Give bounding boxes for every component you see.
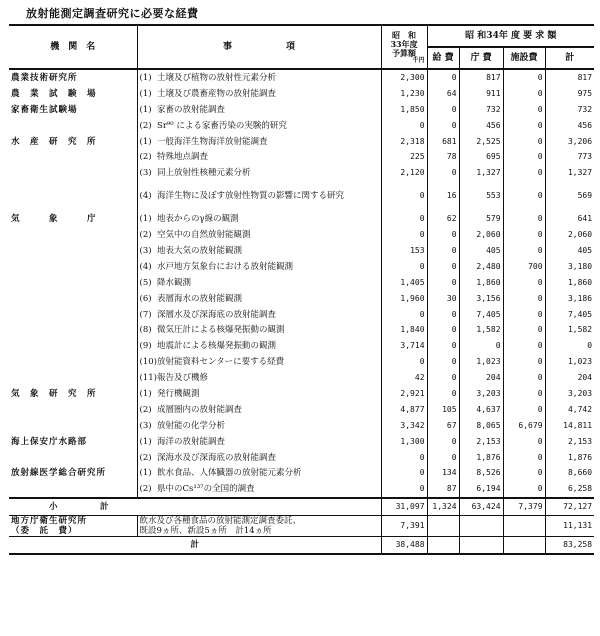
table-row [9, 465, 594, 481]
facility-amount: 0 [503, 402, 545, 418]
facility-amount: 0 [503, 149, 545, 165]
facility-amount: 0 [503, 227, 545, 243]
office-amount: 2,480 [459, 259, 503, 275]
salary-amount: 0 [427, 307, 459, 323]
table-row [9, 370, 594, 386]
total-amount: 456 [545, 118, 594, 134]
item-cell: 県中のCs¹³⁷の全国的調査 [157, 484, 255, 495]
item-number: (5) [137, 275, 155, 291]
subtotal-office: 63,424 [459, 498, 503, 515]
item-number: (4) [137, 181, 155, 211]
prev-amount: 0 [381, 211, 427, 227]
item-number: (1) [137, 465, 155, 481]
table-row [9, 134, 594, 150]
facility-amount: 700 [503, 259, 545, 275]
salary-amount: 134 [427, 465, 459, 481]
item-number: (1) [137, 386, 155, 402]
table-row [9, 307, 594, 323]
office-amount: 204 [459, 370, 503, 386]
org-cell: 気 象 研 究 所 [11, 388, 97, 399]
total-amount: 2,060 [545, 227, 594, 243]
office-amount: 911 [459, 86, 503, 102]
org-cell: 気 象 庁 [11, 214, 97, 225]
total-amount: 1,876 [545, 450, 594, 466]
item-cell: 発行機観測 [157, 388, 200, 399]
item-cell: 表層海水の放射能観測 [157, 293, 243, 304]
total-amount: 732 [545, 102, 594, 118]
total-amount: 14,811 [545, 418, 594, 434]
prev-amount: 2,300 [381, 69, 427, 86]
total-amount: 1,582 [545, 322, 594, 338]
table-row [9, 418, 594, 434]
salary-amount: 0 [427, 354, 459, 370]
table-row [9, 149, 594, 165]
org-cell [9, 402, 137, 418]
org-cell: 農 業 試 験 場 [11, 88, 97, 99]
item-cell: 海洋の放射能調査 [157, 436, 226, 447]
org-cell [9, 307, 137, 323]
total-amount: 0 [545, 338, 594, 354]
local-prev: 7,391 [381, 516, 427, 537]
salary-amount: 0 [427, 450, 459, 466]
total-amount: 3,180 [545, 259, 594, 275]
salary-amount: 0 [427, 322, 459, 338]
item-number: (10) [137, 354, 155, 370]
table-row [9, 450, 594, 466]
item-number: (2) [137, 450, 155, 466]
table-row [9, 322, 594, 338]
org-cell [9, 275, 137, 291]
salary-amount: 0 [427, 338, 459, 354]
prev-amount: 225 [381, 149, 427, 165]
facility-amount: 0 [503, 338, 545, 354]
table-row [9, 181, 594, 211]
facility-amount: 0 [503, 86, 545, 102]
table-row [9, 386, 594, 402]
table-row [9, 102, 594, 118]
office-amount: 579 [459, 211, 503, 227]
org-cell [9, 165, 137, 181]
item-cell: 地表大気の放射能観測 [157, 245, 243, 256]
office-amount: 405 [459, 243, 503, 259]
item-cell: 海洋生物に及ぼす放射性物質の影響に関する研究 [157, 191, 345, 202]
item-cell: 地震計による核爆発振動の観測 [157, 341, 277, 352]
salary-amount: 105 [427, 402, 459, 418]
prev-amount: 0 [381, 481, 427, 498]
prev-amount: 0 [381, 181, 427, 211]
salary-amount: 0 [427, 275, 459, 291]
prev-amount: 42 [381, 370, 427, 386]
total-amount: 641 [545, 211, 594, 227]
item-number: (11) [137, 370, 155, 386]
total-amount: 3,203 [545, 386, 594, 402]
item-cell: 放射能の化学分析 [157, 420, 226, 431]
total-prev: 38,488 [381, 537, 427, 554]
table-row [9, 86, 594, 102]
page-title: 放射能測定調査研究に必要な経費 [26, 7, 199, 20]
item-cell: 土壌及び植物の放射性元素分析 [157, 72, 277, 83]
total-amount: 1,023 [545, 354, 594, 370]
prev-amount: 2,921 [381, 386, 427, 402]
subtotal-salary: 1,324 [427, 498, 459, 515]
item-number: (6) [137, 291, 155, 307]
salary-amount: 0 [427, 386, 459, 402]
prev-amount: 0 [381, 259, 427, 275]
item-cell: 深海水及び深海底の放射能調査 [157, 452, 277, 463]
office-amount: 1,023 [459, 354, 503, 370]
facility-amount: 0 [503, 386, 545, 402]
item-cell: 家畜の放射能調査 [157, 104, 226, 115]
item-number: (7) [137, 307, 155, 323]
table-row [9, 338, 594, 354]
prev-amount: 1,300 [381, 434, 427, 450]
prev-amount: 0 [381, 465, 427, 481]
subtotal-prev: 31,097 [381, 498, 427, 515]
office-amount: 7,405 [459, 307, 503, 323]
total-amount: 1,860 [545, 275, 594, 291]
local-row [9, 516, 594, 537]
org-cell: 家畜衛生試験場 [11, 104, 78, 115]
prev-amount: 1,960 [381, 291, 427, 307]
item-number: (4) [137, 259, 155, 275]
local-item-line2: 既設9ヵ所、新設5ヵ所 計14ヵ所 [139, 526, 272, 537]
salary-amount: 0 [427, 102, 459, 118]
prev-amount: 1,850 [381, 102, 427, 118]
item-number: (1) [137, 102, 155, 118]
item-number: (1) [137, 211, 155, 227]
org-cell [9, 243, 137, 259]
table-row [9, 259, 594, 275]
org-cell: 水 産 研 究 所 [11, 136, 97, 147]
item-number: (8) [137, 322, 155, 338]
item-cell: 地表からのγ線の観測 [157, 214, 239, 225]
table-row [9, 354, 594, 370]
salary-amount: 87 [427, 481, 459, 498]
col-office-header: 庁 費 [459, 47, 503, 69]
subtotal-facility: 7,379 [503, 498, 545, 515]
facility-amount: 0 [503, 211, 545, 227]
col-facility-header: 施設費 [503, 47, 545, 69]
local-org-line1: 地方庁衛生研究所 [11, 516, 88, 527]
office-amount: 1,582 [459, 322, 503, 338]
org-cell [9, 370, 137, 386]
item-cell: 報告及び機修 [157, 373, 209, 384]
office-amount: 2,525 [459, 134, 503, 150]
total-amount: 8,660 [545, 465, 594, 481]
table-body [9, 69, 594, 498]
org-cell [9, 481, 137, 498]
total-amount: 569 [545, 181, 594, 211]
col-prev-header [381, 25, 427, 69]
item-number: (3) [137, 165, 155, 181]
facility-amount: 0 [503, 243, 545, 259]
facility-amount: 0 [503, 291, 545, 307]
item-number: (1) [137, 434, 155, 450]
facility-amount: 0 [503, 118, 545, 134]
org-cell [9, 338, 137, 354]
item-number: (1) [137, 69, 155, 86]
office-amount: 2,153 [459, 434, 503, 450]
facility-amount: 0 [503, 181, 545, 211]
office-amount: 1,876 [459, 450, 503, 466]
office-amount: 456 [459, 118, 503, 134]
facility-amount: 0 [503, 69, 545, 86]
org-cell [9, 450, 137, 466]
salary-amount: 67 [427, 418, 459, 434]
total-label: 計 [9, 537, 381, 554]
facility-amount: 0 [503, 354, 545, 370]
header-row [9, 25, 594, 47]
facility-amount: 0 [503, 307, 545, 323]
org-cell [9, 181, 137, 211]
office-amount: 4,637 [459, 402, 503, 418]
prev-amount: 0 [381, 450, 427, 466]
prev-amount: 3,714 [381, 338, 427, 354]
item-number: (2) [137, 118, 155, 134]
salary-amount: 681 [427, 134, 459, 150]
total-amount: 773 [545, 149, 594, 165]
total-amount: 405 [545, 243, 594, 259]
office-amount: 695 [459, 149, 503, 165]
local-org-line2: （委 託 費） [11, 526, 78, 537]
item-number: (2) [137, 402, 155, 418]
budget-table [9, 24, 594, 555]
total-amount: 7,405 [545, 307, 594, 323]
office-amount: 0 [459, 338, 503, 354]
local-item [137, 516, 381, 537]
item-cell: 同上放射性核種元素分析 [157, 168, 251, 179]
col-salary-header: 給 費 [427, 47, 459, 69]
item-number: (2) [137, 149, 155, 165]
item-cell: 飲水食品、人体臓器の放射能元素分析 [157, 468, 302, 479]
office-amount: 8,526 [459, 465, 503, 481]
unit-label: 千円 [412, 56, 425, 64]
total-amount: 2,153 [545, 434, 594, 450]
table-row [9, 434, 594, 450]
table-row [9, 211, 594, 227]
table-row [9, 243, 594, 259]
salary-amount: 62 [427, 211, 459, 227]
table-row [9, 275, 594, 291]
org-cell: 放射線医学総合研究所 [11, 468, 107, 479]
prev-amount: 0 [381, 307, 427, 323]
item-cell: 水戸地方気象台における放射能観測 [157, 261, 294, 272]
prev-amount: 153 [381, 243, 427, 259]
facility-amount: 0 [503, 165, 545, 181]
office-amount: 6,194 [459, 481, 503, 498]
facility-amount: 0 [503, 322, 545, 338]
salary-amount: 0 [427, 243, 459, 259]
item-number: (1) [137, 86, 155, 102]
local-item-line1: 飲水及び各種食品の放射能測定調査委託、 [139, 516, 302, 527]
salary-amount: 0 [427, 259, 459, 275]
facility-amount: 0 [503, 465, 545, 481]
salary-amount: 0 [427, 69, 459, 86]
item-number: (9) [137, 338, 155, 354]
item-cell: 空気中の自然放射能観測 [157, 230, 251, 241]
table-row [9, 402, 594, 418]
col-org-header: 機 関 名 [9, 25, 137, 69]
office-amount: 3,203 [459, 386, 503, 402]
table-row [9, 69, 594, 86]
salary-amount: 78 [427, 149, 459, 165]
item-cell: 深層水及び深海底の放射能調査 [157, 309, 277, 320]
total-amount: 204 [545, 370, 594, 386]
total-amount: 975 [545, 86, 594, 102]
office-amount: 553 [459, 181, 503, 211]
table-row [9, 165, 594, 181]
facility-amount: 0 [503, 134, 545, 150]
prev-amount: 2,120 [381, 165, 427, 181]
salary-amount: 0 [427, 370, 459, 386]
col-req-header: 昭 和34年 度 要 求 額 [427, 25, 594, 47]
item-cell: 一般海洋生物海洋放射能調査 [157, 136, 268, 147]
org-cell [9, 259, 137, 275]
item-cell: 成層圏内の放射能調査 [157, 404, 243, 415]
local-total: 11,131 [545, 516, 594, 537]
salary-amount: 0 [427, 118, 459, 134]
org-cell [9, 354, 137, 370]
item-number: (2) [137, 227, 155, 243]
org-cell [9, 227, 137, 243]
prev-amount: 0 [381, 227, 427, 243]
item-number: (3) [137, 418, 155, 434]
facility-amount: 0 [503, 434, 545, 450]
prev-amount: 3,342 [381, 418, 427, 434]
item-cell: 特殊地点調査 [157, 152, 209, 163]
total-amount: 3,186 [545, 291, 594, 307]
office-amount: 8,065 [459, 418, 503, 434]
salary-amount: 0 [427, 165, 459, 181]
item-cell: 降水観測 [157, 277, 192, 288]
org-cell [9, 291, 137, 307]
item-cell: 微気圧計による核爆発振動の観測 [157, 325, 285, 336]
facility-amount: 0 [503, 450, 545, 466]
office-amount: 732 [459, 102, 503, 118]
item-cell: 土壌及び農畜産物の放射能調査 [157, 88, 277, 99]
table-row [9, 291, 594, 307]
salary-amount: 30 [427, 291, 459, 307]
item-number: (3) [137, 243, 155, 259]
table-row [9, 118, 594, 134]
prev-amount: 1,230 [381, 86, 427, 102]
subtotal-total: 72,127 [545, 498, 594, 515]
col-total-header: 計 [545, 47, 594, 69]
salary-amount: 0 [427, 434, 459, 450]
total-amount: 3,206 [545, 134, 594, 150]
org-cell [9, 322, 137, 338]
office-amount: 817 [459, 69, 503, 86]
total-total: 83,258 [545, 537, 594, 554]
item-number: (1) [137, 134, 155, 150]
prev-amount: 4,877 [381, 402, 427, 418]
item-cell: 放射能資料センターに要する経費 [157, 357, 285, 368]
total-amount: 817 [545, 69, 594, 86]
table-row [9, 481, 594, 498]
facility-amount: 0 [503, 481, 545, 498]
facility-amount: 0 [503, 370, 545, 386]
salary-amount: 0 [427, 227, 459, 243]
org-cell [9, 149, 137, 165]
item-cell: Sr⁹⁰ による家畜汚染の実験的研究 [157, 120, 287, 131]
col-item-header: 事 項 [137, 25, 381, 69]
table-row [9, 227, 594, 243]
total-amount: 4,742 [545, 402, 594, 418]
item-number: (2) [137, 481, 155, 498]
subtotal-row [9, 498, 594, 515]
prev-amount: 0 [381, 354, 427, 370]
total-amount: 6,258 [545, 481, 594, 498]
prev-amount: 2,318 [381, 134, 427, 150]
total-amount: 1,327 [545, 165, 594, 181]
prev-amount: 1,840 [381, 322, 427, 338]
total-row [9, 537, 594, 554]
prev-amount: 1,405 [381, 275, 427, 291]
local-org [9, 516, 137, 537]
office-amount: 2,060 [459, 227, 503, 243]
office-amount: 1,327 [459, 165, 503, 181]
org-cell [9, 418, 137, 434]
office-amount: 1,860 [459, 275, 503, 291]
org-cell: 農業技術研究所 [11, 72, 78, 83]
facility-amount: 6,679 [503, 418, 545, 434]
subtotal-label: 小 計 [9, 498, 381, 515]
org-cell: 海上保安庁水路部 [11, 436, 88, 447]
salary-amount: 16 [427, 181, 459, 211]
office-amount: 3,156 [459, 291, 503, 307]
prev-amount: 0 [381, 118, 427, 134]
salary-amount: 64 [427, 86, 459, 102]
facility-amount: 0 [503, 275, 545, 291]
facility-amount: 0 [503, 102, 545, 118]
org-cell [9, 118, 137, 134]
prev-header-text: 昭 和 33年度 予算額 [390, 29, 418, 58]
